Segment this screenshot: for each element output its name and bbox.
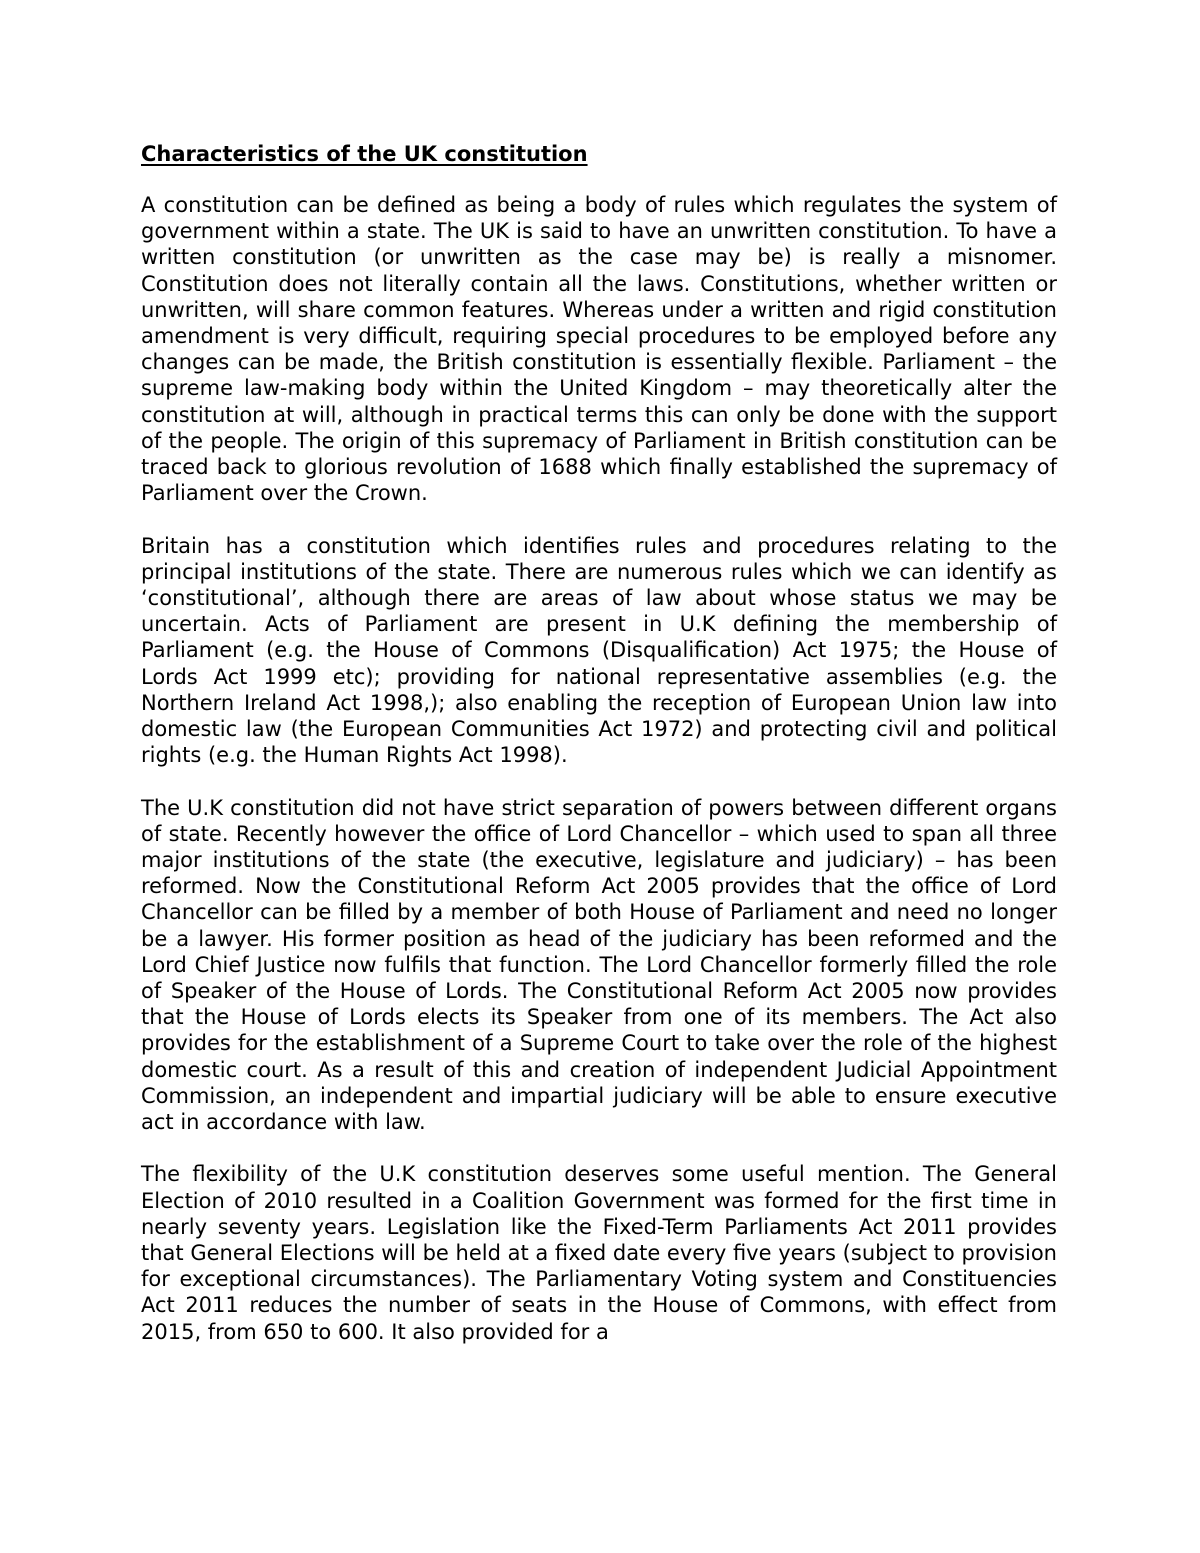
paragraph-3: The U.K constitution did not have strict separation of powers between different organs of state. Recently however the office of Lord Chancellor – which used to span all three major institutions of the state (the executive, legislature and judiciary) – has been reformed. Now the Constitutional Reform Act 2005 provides that the office of Lord Chancellor can be filled by a member of both House of Parliament and need no longer be a lawyer. His former position as head of the judiciary has been reformed and the Lord Chief Justice now fulfils that function. The Lord Chancellor formerly filled the role of Speaker of the House of Lords. The Constitutional Reform Act 2005 now provides that the House of Lords elects its Speaker from one of its members. The Act also provides for the establishment of a Supreme Court to take over the role of the highest domestic court. As a result of this and creation of independent Judicial Appointment Commission, an independent and impartial judiciary will be able to ensure executive act in accordance with law.	[141, 795, 1057, 1135]
paragraph-1: A constitution can be defined as being a body of rules which regulates the system of government within a state. The UK is said to have an unwritten constitution. To have a written constitution (or unwritten as the case may be) is really a misnomer. Constitution does not literally contain all the laws. Constitutions, whether written or unwritten, will share common features. Whereas under a written and rigid constitution amendment is very difficult, requiring special procedures to be employed before any changes can be made, the British constitution is essentially flexible. Parliament – the supreme law-making body within the United Kingdom – may theoretically alter the constitution at will, although in practical terms this can only be done with the support of the people. The origin of this supremacy of Parliament in British constitution can be traced back to glorious revolution of 1688 which finally established the supremacy of Parliament over the Crown.	[141, 193, 1057, 506]
document-page	[141, 140, 1057, 1371]
paragraph-4: The flexibility of the U.K constitution deserves some useful mention. The General Election of 2010 resulted in a Coalition Government was formed for the first time in nearly seventy years. Legislation like the Fixed-Term Parliaments Act 2011 provides that General Elections will be held at a fixed date every five years (subject to provision for exceptional circumstances). The Parliamentary Voting system and Constituencies Act 2011 reduces the number of seats in the House of Commons, with effect from 2015, from 650 to 600. It also provided for a	[141, 1162, 1057, 1344]
paragraph-2: Britain has a constitution which identifies rules and procedures relating to the principal institutions of the state. There are numerous rules which we can identify as ‘constitutional’, although there are areas of law about whose status we may be uncertain. Acts of Parliament are present in U.K defining the membership of Parliament (e.g. the House of Commons (Disqualification) Act 1975; the House of Lords Act 1999 etc); providing for national representative assemblies (e.g. the Northern Ireland Act 1998,); also enabling the reception of European Union law into domestic law (the European Communities Act 1972) and protecting civil and political rights (e.g. the Human Rights Act 1998).	[141, 533, 1057, 768]
document-title: Characteristics of the UK constitution	[141, 142, 588, 166]
